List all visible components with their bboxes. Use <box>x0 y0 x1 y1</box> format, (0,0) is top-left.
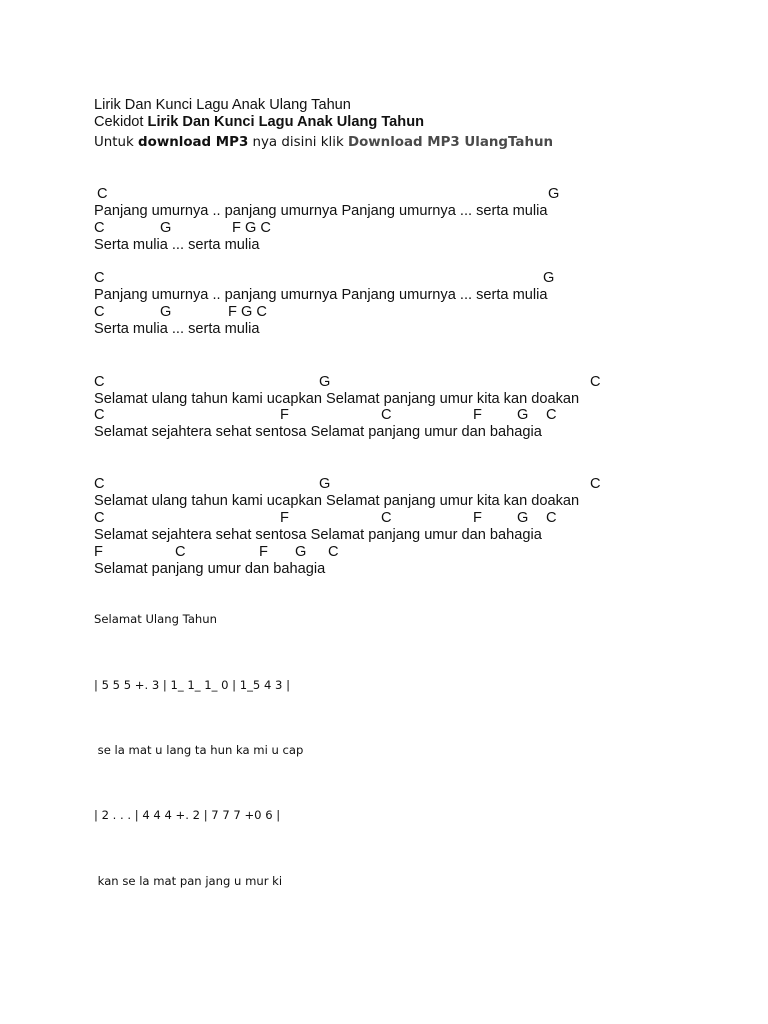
download-text-b: download MP3 <box>138 135 249 150</box>
lyric-line: Selamat ulang tahun kami ucapkan Selamat panjang umur kita kan doakan <box>94 493 580 509</box>
intro-bold-title: Lirik Dan Kunci Lagu Anak Ulang Tahun <box>147 114 425 130</box>
document-title: Lirik Dan Kunci Lagu Anak Ulang Tahun <box>94 97 351 113</box>
chord: F <box>259 544 268 560</box>
lyric-line: Panjang umurnya .. panjang umurnya Panjang umurnya ... serta mulia <box>94 287 548 303</box>
chord: F G C <box>228 304 267 320</box>
chord: F <box>280 510 289 526</box>
download-mp3-link[interactable]: Download MP3 UlangTahun <box>347 135 554 150</box>
chord: C <box>94 304 105 320</box>
chord: F <box>473 407 482 423</box>
chord: G <box>517 510 529 526</box>
notation-line: | 2 . . . | 4 4 4 +. 2 | 7 7 7 +0 6 | <box>94 808 281 822</box>
chord: G <box>543 270 555 286</box>
syllable-line: se la mat u lang ta hun ka mi u cap <box>94 743 304 757</box>
lyric-line: Selamat panjang umur dan bahagia <box>94 561 326 577</box>
intro-line <box>94 114 424 131</box>
chord: F <box>94 544 103 560</box>
chord: G <box>295 544 307 560</box>
syllable-line: kan se la mat pan jang u mur ki <box>94 874 283 888</box>
chord: G <box>160 220 172 236</box>
lyric-line: Serta mulia ... serta mulia <box>94 237 260 253</box>
chord: C <box>546 407 557 423</box>
download-text-a: Untuk <box>94 135 139 150</box>
chord: C <box>328 544 339 560</box>
chord: F <box>473 510 482 526</box>
chord: F <box>280 407 289 423</box>
lyric-line: Panjang umurnya .. panjang umurnya Panjang umurnya ... serta mulia <box>94 203 548 219</box>
chord: C <box>546 510 557 526</box>
notation-title: Selamat Ulang Tahun <box>94 612 217 626</box>
chord: C <box>94 374 105 390</box>
chord: G <box>548 186 560 202</box>
lyric-line: Selamat sejahtera sehat sentosa Selamat panjang umur dan bahagia <box>94 527 542 543</box>
intro-prefix: Cekidot <box>94 114 148 130</box>
chord: G <box>160 304 172 320</box>
chord: F G C <box>232 220 271 236</box>
lyric-line: Selamat ulang tahun kami ucapkan Selamat panjang umur kita kan doakan <box>94 391 580 407</box>
chord: C <box>381 407 392 423</box>
download-line <box>94 134 553 151</box>
lyric-line: Selamat sejahtera sehat sentosa Selamat panjang umur dan bahagia <box>94 424 542 440</box>
chord: C <box>94 476 105 492</box>
chord: C <box>175 544 186 560</box>
chord: C <box>94 220 105 236</box>
chord: C <box>94 270 105 286</box>
chord: C <box>94 510 105 526</box>
download-text-c: nya disini klik <box>248 135 348 150</box>
notation-line: | 5 5 5 +. 3 | 1_ 1_ 1_ 0 | 1_5 4 3 | <box>94 678 291 692</box>
chord: C <box>97 186 108 202</box>
chord: C <box>590 476 601 492</box>
chord: G <box>319 374 331 390</box>
chord: C <box>381 510 392 526</box>
chord: C <box>590 374 601 390</box>
lyric-line: Serta mulia ... serta mulia <box>94 321 260 337</box>
chord: G <box>517 407 529 423</box>
chord: G <box>319 476 331 492</box>
chord: C <box>94 407 105 423</box>
